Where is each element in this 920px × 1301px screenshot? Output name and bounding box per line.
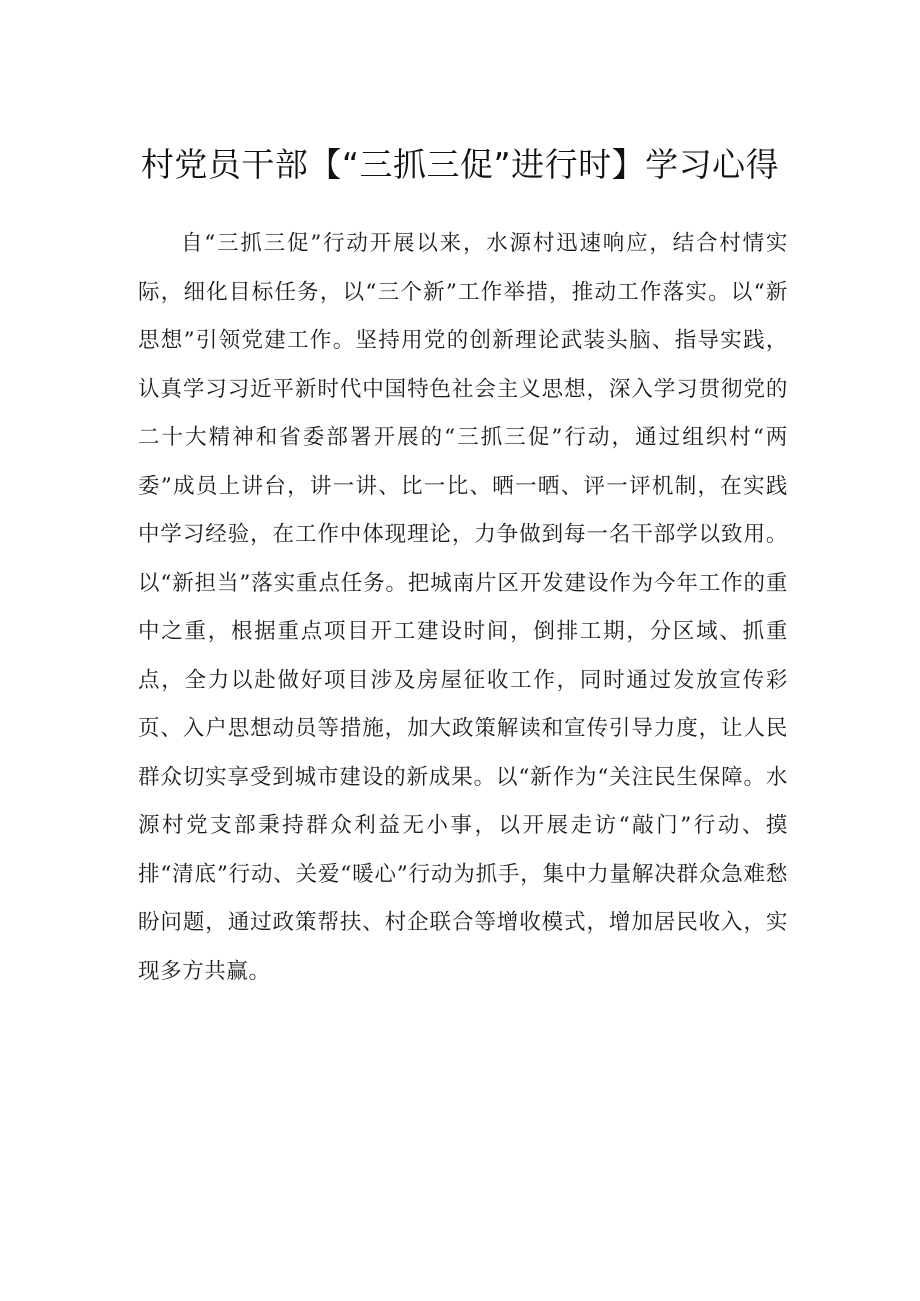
document-paragraph: 自“三抓三促”行动开展以来，水源村迅速响应，结合村情实际，细化目标任务，以“三个新”工作举措，推动工作落实。以“新思想”引领党建工作。坚持用党的创新理论武装头脑、指导实践，认真学习习近平新时代中国特色社会主义思想，深入学习贯彻党的二十大精神和省委部署开展的“三抓三促”行动，通过组织村“两委”成员上讲台，讲一讲、比一比、晒一晒、评一评机制，在实践中学习经验，在工作中体现理论，力争做到每一名干部学以致用。以“新担当”落实重点任务。把城南片区开发建设作为今年工作的重中之重，根据重点项目开工建设时间，倒排工期，分区域、抓重点，全力以赴做好项目涉及房屋征收工作，同时通过发放宣传彩页、入户思想动员等措施，加大政策解读和宣传引导力度，让人民群众切实享受到城市建设的新成果。以“新作为“关注民生保障。水源村党支部秉持群众利益无小事，以开展走访“敲门”行动、摸排“清底”行动、关爱“暖心”行动为抓手，集中力量解决群众急难愁盼问题，通过政策帮扶、村企联合等增收模式，增加居民收入，实现多方共赢。	[138, 231, 788, 984]
document-title: 村党员干部【“三抓三促”进行时】学习心得	[140, 145, 780, 184]
